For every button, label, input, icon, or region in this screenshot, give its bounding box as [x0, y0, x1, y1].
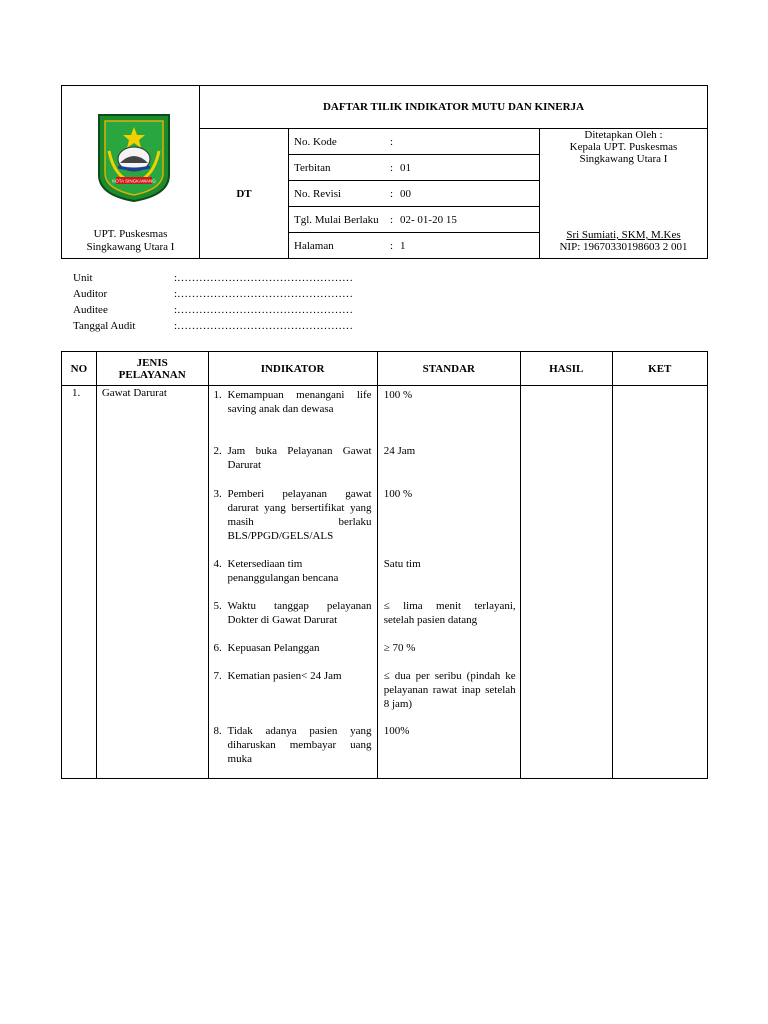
table-row [62, 386, 708, 779]
col-header-jenis-line1: JENIS [136, 356, 168, 369]
signatory-cell [540, 129, 708, 259]
audit-field-auditee [73, 304, 353, 316]
info-label: Terbitan [294, 161, 331, 174]
indicator-item-1 [214, 388, 372, 416]
signatory-name: Sri Sumiati, SKM, M.Kes [566, 229, 681, 241]
indicator-number: 3. [213, 488, 222, 500]
info-label: No. Kode [294, 135, 337, 148]
col-header-jenis [96, 352, 208, 386]
signatory-title [540, 129, 707, 165]
col-header-standar: STANDAR [377, 352, 520, 386]
audit-field-tanggal [73, 320, 353, 332]
indicator-item-6 [214, 641, 372, 655]
cell-standar [377, 386, 520, 779]
cell-no [62, 386, 97, 779]
standard-item-2: 24 Jam [383, 445, 416, 457]
logo-text: KOTA SINGKAWANG [112, 178, 156, 184]
indicator-text: Tidak adanya pasien yang diharuskan membayar uang muka [227, 725, 372, 765]
indicator-item-5 [214, 599, 372, 627]
indicator-number: 6. [213, 642, 222, 654]
logo-cell [62, 86, 200, 259]
document-title: DAFTAR TILIK INDIKATOR MUTU DAN KINERJA [200, 86, 708, 129]
indicator-table [61, 351, 708, 779]
col-header-no: NO [62, 352, 97, 386]
cell-jenis [96, 386, 208, 779]
indicator-item-8 [214, 724, 372, 766]
standard-item-1: 100 % [383, 389, 413, 401]
row-number: 1. [72, 387, 81, 399]
audit-value: :………………………………………… [174, 288, 354, 300]
indicator-number: 7. [213, 670, 222, 682]
col-header-indikator: INDIKATOR [208, 352, 377, 386]
indicator-text: Ketersediaan tim penanggulangan bencana [227, 558, 339, 584]
cell-hasil [520, 386, 612, 779]
info-terbitan [289, 155, 540, 181]
signatory-line1: Ditetapkan Oleh : [584, 129, 663, 141]
audit-label: Tanggal Audit [73, 320, 136, 332]
cell-indikator [208, 386, 377, 779]
info-label: Halaman [294, 239, 334, 252]
info-label: Tgl. Mulai Berlaku [294, 213, 379, 226]
info-value: 1 [400, 239, 406, 252]
indicator-text: Kematian pasien< 24 Jam [227, 670, 342, 682]
col-header-ket: KET [612, 352, 707, 386]
info-tgl-mulai [289, 207, 540, 233]
signatory-nip: NIP: 19670330198603 2 001 [559, 241, 688, 253]
cell-ket [612, 386, 707, 779]
audit-value: :………………………………………… [174, 272, 354, 284]
info-halaman [289, 233, 540, 259]
indicator-number: 2. [213, 445, 222, 457]
indicator-text: Kemampuan menangani life saving anak dan dewasa [227, 389, 372, 415]
col-header-jenis-line2: PELAYANAN [118, 368, 186, 381]
audit-label: Auditee [73, 304, 108, 316]
standard-item-6: ≥ 70 % [383, 642, 416, 654]
indicator-item-2 [214, 444, 372, 472]
unit-name [62, 228, 199, 254]
info-label: No. Revisi [294, 187, 342, 200]
unit-name-line1: UPT. Puskesmas [93, 228, 168, 240]
indicator-text: Pemberi pelayanan gawat darurat yang bersertifikat yang masih berlaku BLS/PPGD/GELS/ALS [227, 488, 372, 542]
info-separator: : [390, 213, 394, 226]
indicator-item-4 [214, 557, 372, 585]
table-header-row [62, 352, 708, 386]
info-separator: : [390, 187, 394, 200]
document-code: DT [200, 129, 289, 259]
audit-label: Auditor [73, 288, 108, 300]
info-separator: : [390, 135, 394, 148]
indicator-text: Kepuasan Pelanggan [227, 642, 320, 654]
indicator-number: 8. [213, 725, 222, 737]
unit-name-line2: Singkawang Utara I [86, 241, 175, 253]
service-type: Gawat Darurat [101, 387, 167, 399]
indicator-number: 1. [213, 389, 222, 401]
audit-value: :………………………………………… [174, 320, 354, 332]
signatory-line3: Singkawang Utara I [579, 153, 668, 165]
info-separator: : [390, 239, 394, 252]
audit-field-auditor [73, 288, 353, 300]
indicator-number: 5. [213, 600, 222, 612]
info-value: 00 [400, 187, 411, 200]
info-separator: : [390, 161, 394, 174]
document-header [61, 85, 708, 259]
standard-item-4: Satu tim [383, 558, 421, 570]
col-header-hasil: HASIL [520, 352, 612, 386]
indicator-item-7 [214, 669, 372, 683]
info-no-kode [289, 129, 540, 155]
standard-item-8: 100% [383, 725, 410, 737]
indicator-number: 4. [213, 558, 222, 570]
info-no-revisi [289, 181, 540, 207]
signatory-line2: Kepala UPT. Puskesmas [569, 141, 678, 153]
info-value: 02- 01-20 15 [400, 213, 457, 226]
indicator-item-3 [214, 487, 372, 543]
standard-item-5: ≤ lima menit terlayani, setelah pasien datang [383, 600, 516, 626]
info-value: 01 [400, 161, 411, 174]
municipal-emblem-icon [95, 113, 173, 203]
standard-item-7: ≤ dua per seribu (pindah ke pelayanan rawat inap setelah 8 jam) [383, 670, 516, 710]
audit-field-unit [73, 272, 353, 284]
indicator-text: Waktu tanggap pelayanan Dokter di Gawat Darurat [227, 600, 372, 626]
standard-item-3: 100 % [383, 488, 413, 500]
audit-label: Unit [73, 272, 93, 284]
signatory-identity [540, 229, 707, 253]
audit-value: :………………………………………… [174, 304, 354, 316]
indicator-text: Jam buka Pelayanan Gawat Darurat [227, 445, 372, 471]
